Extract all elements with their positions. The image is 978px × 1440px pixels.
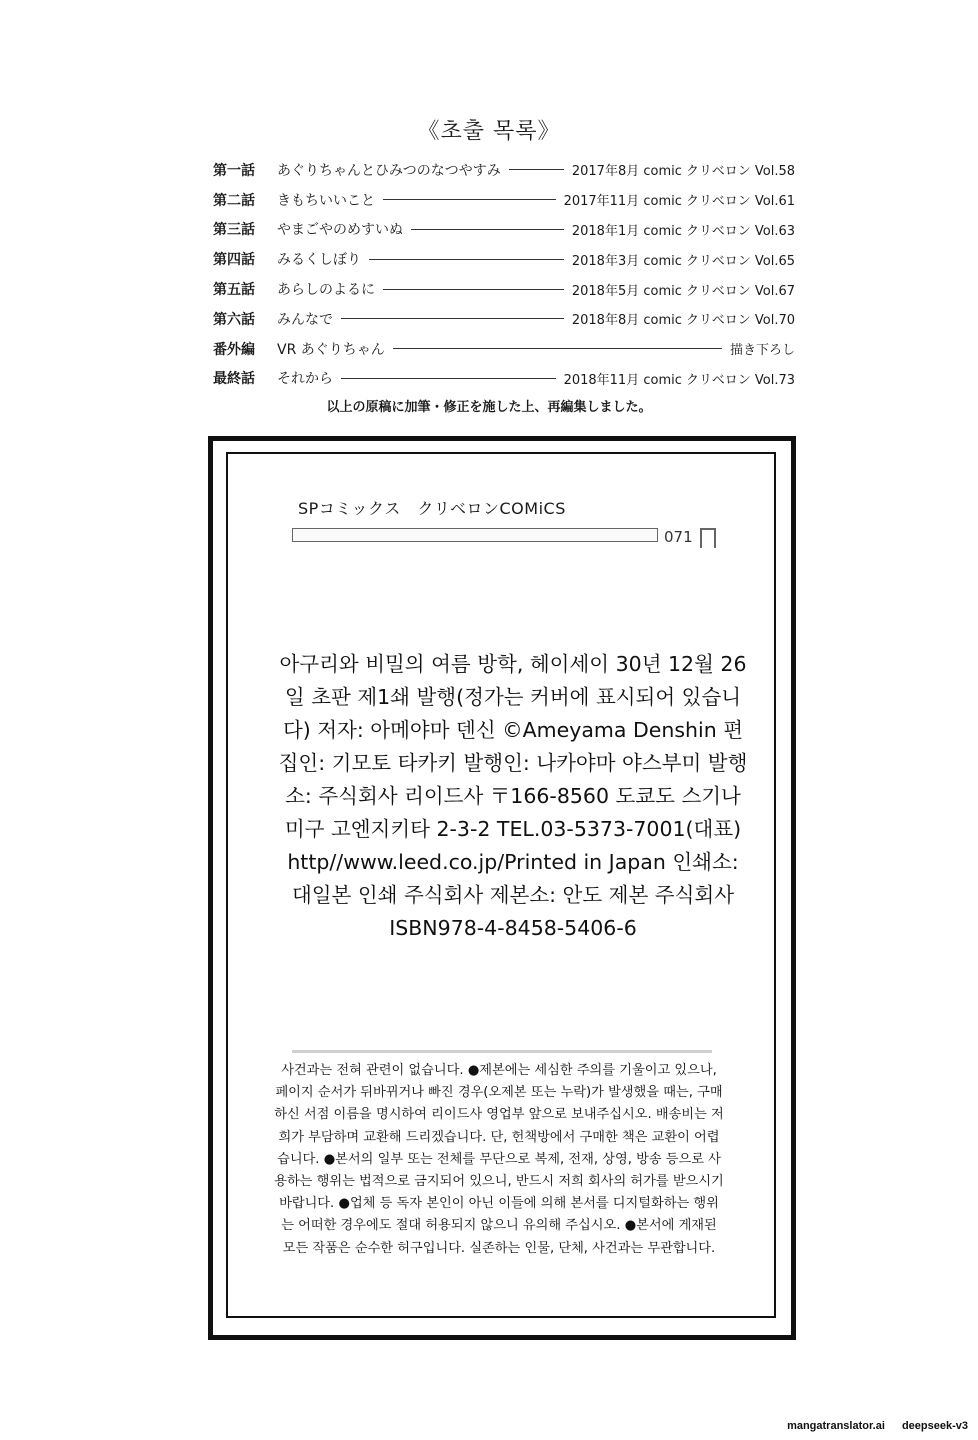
series-label: SPコミックス クリベロンCOMiCS: [298, 499, 566, 518]
toc-publication: 2018年5月 comic クリベロン Vol.67: [571, 283, 795, 299]
publication-info: 아구리와 비밀의 여름 방학, 헤이세이 30년 12월 26일 초판 제1쇄 발행(정가는 커버에 표시되어 있습니다) 저자: 아메야마 덴신 ©Ameyama Denshin 편집인: 기모토 타카키 발행인: 나카야마 야스부미 발행소: 주식회사 리이드사 〒166-8560 도쿄도 스기나미구 고엔지키타 2-3-2 TEL.03-5373-7001(대표) http//www.leed.co.jp/Printed in Japan 인쇄소: 대일본 인쇄 주식회사 제본소: 안도 제본 주식회사 ISBN978-4-8458-5406-6: [278, 652, 748, 940]
toc-row: [213, 185, 795, 215]
toc-publication: 描き下ろし: [729, 343, 795, 359]
watermark-site: mangatranslator.ai: [787, 1420, 885, 1432]
toc-episode: 第一話: [213, 162, 255, 179]
series-code: 071: [664, 528, 693, 546]
toc-episode: 第五話: [213, 282, 255, 299]
toc-list: [213, 155, 795, 393]
toc-row: [213, 304, 795, 334]
toc-note: 以上の原稿に加筆・修正を施した上、再編集しました。: [326, 400, 652, 415]
toc-episode: 番外編: [213, 341, 255, 358]
toc-leader-line: [383, 199, 556, 200]
toc-episode: 第三話: [213, 222, 255, 239]
toc-story-title: それから: [277, 371, 333, 388]
toc-row: [213, 244, 795, 274]
toc-episode: 第二話: [213, 192, 255, 209]
toc-publication: 2018年8月 comic クリベロン Vol.70: [571, 313, 795, 329]
toc-story-title: あらしのよるに: [277, 282, 375, 299]
toc-row: [213, 215, 795, 245]
toc-story-title: みるくしぼり: [277, 252, 361, 269]
watermark: [787, 1420, 968, 1432]
toc-leader-line: [509, 169, 564, 170]
code-bracket: [700, 528, 716, 548]
toc-leader-line: [341, 378, 556, 379]
toc-story-title: あぐりちゃんとひみつのなつやすみ: [277, 162, 501, 179]
toc-leader-line: [393, 348, 722, 349]
divider: [292, 1050, 712, 1053]
series-title-bar: [292, 528, 658, 542]
watermark-model: deepseek-v3: [901, 1420, 968, 1432]
toc-leader-line: [341, 318, 564, 319]
toc-publication: 2017年11月 comic クリベロン Vol.61: [563, 194, 795, 210]
toc-title: 《초출 목록》: [417, 119, 561, 144]
toc-publication: 2018年3月 comic クリベロン Vol.65: [571, 253, 795, 269]
toc-publication: 2018年1月 comic クリベロン Vol.63: [571, 223, 795, 239]
toc-row: [213, 155, 795, 185]
toc-episode: 第六話: [213, 311, 255, 328]
toc-episode: 第四話: [213, 252, 255, 269]
toc-leader-line: [369, 259, 564, 260]
toc-story-title: VR あぐりちゃん: [277, 341, 385, 358]
toc-story-title: きもちいいこと: [277, 192, 375, 209]
toc-row: [213, 274, 795, 304]
toc-story-title: やまごやのめすいぬ: [277, 222, 403, 239]
toc-story-title: みんなで: [277, 311, 333, 328]
toc-publication: 2018年11月 comic クリベロン Vol.73: [563, 372, 795, 388]
toc-leader-line: [411, 229, 564, 230]
toc-publication: 2017年8月 comic クリベロン Vol.58: [571, 164, 795, 180]
toc-row: [213, 334, 795, 364]
copyright-notice: 사건과는 전혀 관련이 없습니다. ●제본에는 세심한 주의를 기울이고 있으나, 페이지 순서가 뒤바뀌거나 빠진 경우(오제본 또는 누락)가 발생했을 때는, 구매하신 서점 이름을 명시하여 리이드사 영업부 앞으로 보내주십시오. 배송비는 저희가 부담하며 교환해 드리겠습니다. 단, 헌책방에서 구매한 책은 교환이 어렵습니다. ●본서의 일부 또는 전체를 무단으로 복제, 전재, 상영, 방송 등으로 사용하는 행위는 법적으로 금지되어 있으니, 반드시 저희 회사의 허가를 받으시기 바랍니다. ●업체 등 독자 본인이 아닌 이들에 의해 본서를 디지털화하는 행위는 어떠한 경우에도 절대 허용되지 않으니 유의해 주십시오. ●본서에 게재된 모든 작품은 순수한 허구입니다. 실존하는 인물, 단체, 사건과는 무관합니다.: [274, 1063, 724, 1256]
toc-row: [213, 364, 795, 394]
toc-episode: 最終話: [213, 371, 255, 388]
toc-leader-line: [383, 289, 564, 290]
